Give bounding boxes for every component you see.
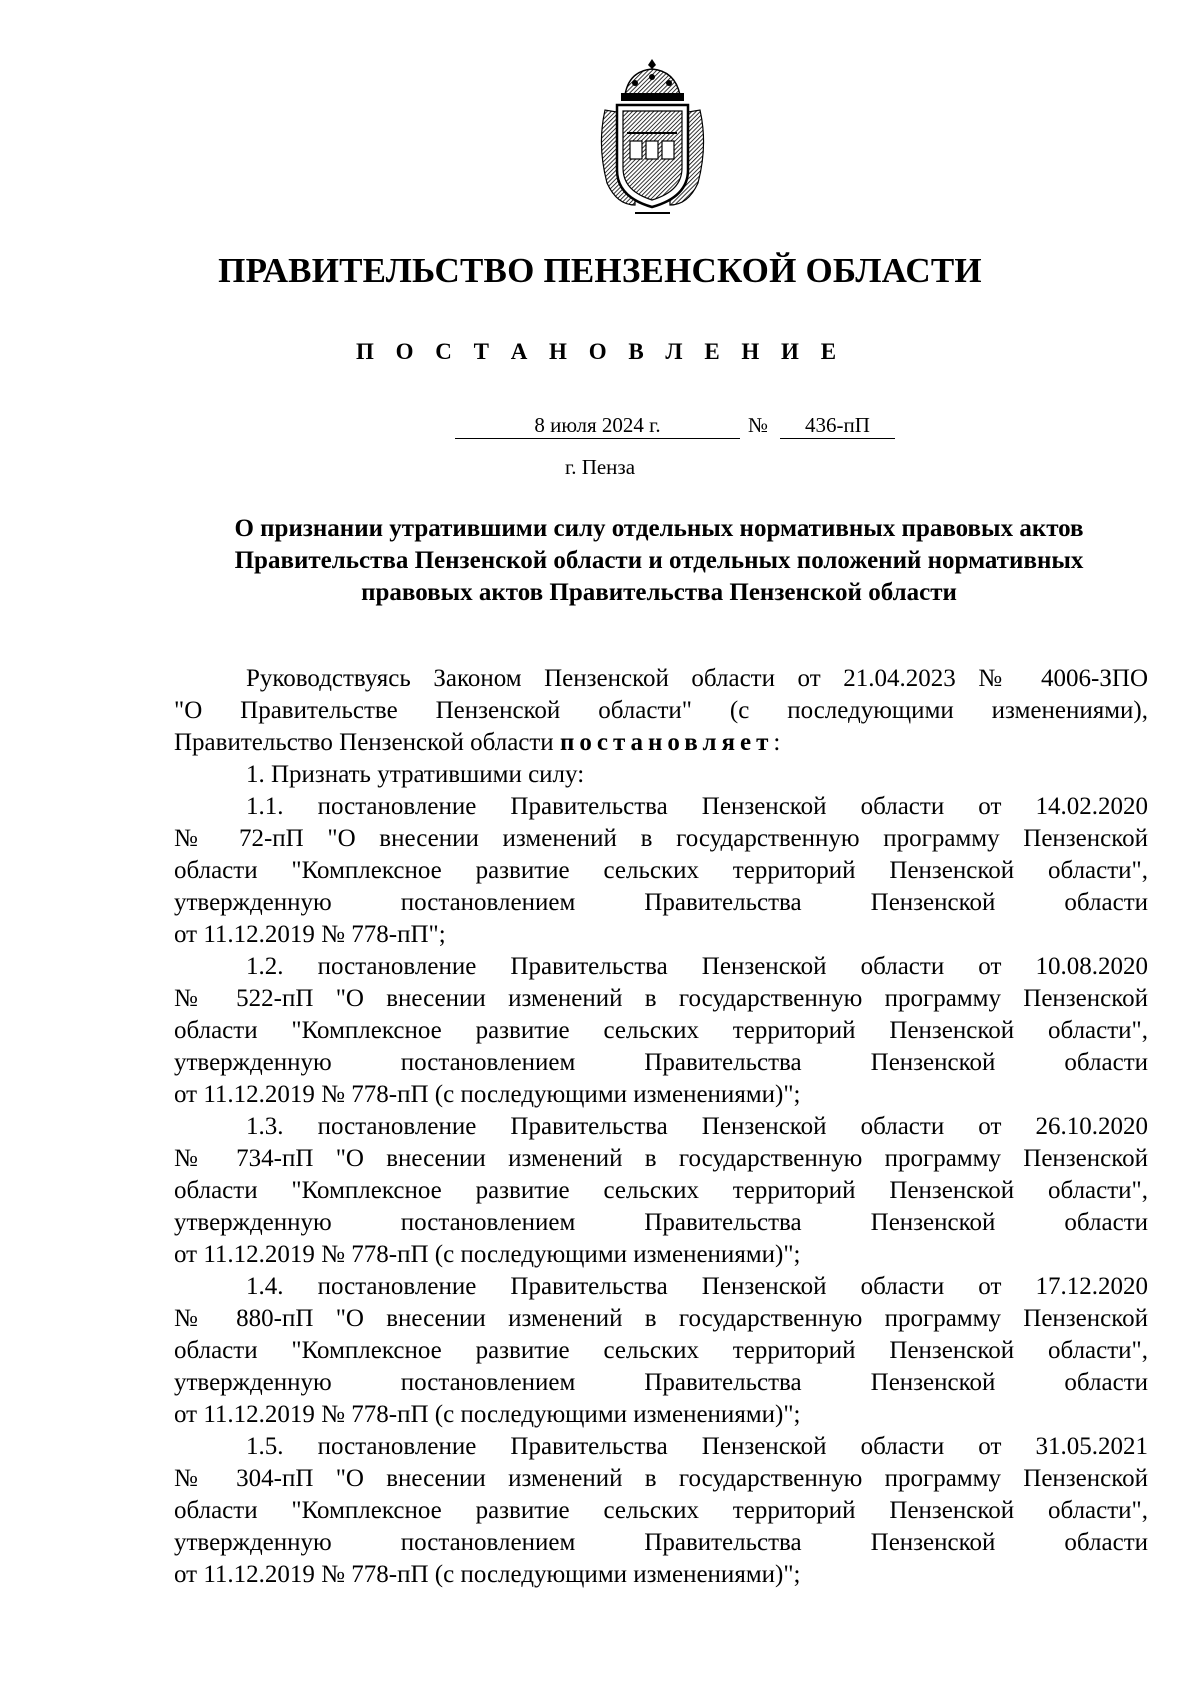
subitem-1-5 [174, 1431, 1148, 1591]
text-line: 1.4. постановление Правительства Пензенской области от 17.12.2020 [246, 1273, 1148, 1300]
text-line: от 11.12.2019 № 778-пП"; [174, 921, 446, 948]
subitem-1-2 [174, 951, 1148, 1111]
subitem-1-4 [174, 1271, 1148, 1431]
text-line: № 522-пП "О внесении изменений в государственную программу Пензенской [174, 985, 1148, 1012]
date-number-line [0, 412, 1200, 442]
decree-verb: постановляет [559, 729, 774, 756]
text-line: № 304-пП "О внесении изменений в государственную программу Пензенской [174, 1465, 1148, 1492]
text-line: № 734-пП "О внесении изменений в государственную программу Пензенской [174, 1145, 1148, 1172]
document-city: г. Пенза [564, 455, 636, 479]
coat-of-arms-emblem [595, 55, 710, 215]
text-line: 1.1. постановление Правительства Пензенской области от 14.02.2020 [246, 793, 1148, 820]
number-sign: № [747, 413, 769, 437]
text-line: области "Комплексное развитие сельских территорий Пензенской области", [174, 1017, 1148, 1044]
text-fragment: : [773, 729, 781, 756]
text-line: утвержденную постановлением Правительства Пензенской области [174, 1209, 1148, 1236]
text-line [174, 727, 1148, 759]
subject-line: О признании утратившими силу отдельных нормативных правовых актов [234, 515, 1084, 542]
subject-line: Правительства Пензенской области и отдельных положений нормативных [234, 547, 1084, 574]
text-line: 1.5. постановление Правительства Пензенской области от 31.05.2021 [246, 1433, 1148, 1460]
document-number: 436-пП [780, 412, 895, 439]
text-line: от 11.12.2019 № 778-пП (с последующими изменениями)"; [174, 1401, 801, 1428]
text-line: утвержденную постановлением Правительства Пензенской области [174, 1049, 1148, 1076]
text-line: области "Комплексное развитие сельских территорий Пензенской области", [174, 1177, 1148, 1204]
preamble-paragraph [174, 663, 1148, 759]
subject-line: правовых актов Правительства Пензенской области [361, 579, 957, 606]
text-line: утвержденную постановлением Правительства Пензенской области [174, 1529, 1148, 1556]
document-date: 8 июля 2024 г. [455, 412, 740, 439]
text-line: от 11.12.2019 № 778-пП (с последующими изменениями)"; [174, 1241, 801, 1268]
subitem-1-1 [174, 791, 1148, 951]
document-body [174, 663, 1148, 1591]
government-title: ПРАВИТЕЛЬСТВО ПЕНЗЕНСКОЙ ОБЛАСТИ [218, 251, 982, 290]
text-line: 1.3. постановление Правительства Пензенской области от 26.10.2020 [246, 1113, 1148, 1140]
text-line: области "Комплексное развитие сельских территорий Пензенской области", [174, 1497, 1148, 1524]
text-line: № 880-пП "О внесении изменений в государственную программу Пензенской [174, 1305, 1148, 1332]
text-line: утвержденную постановлением Правительства Пензенской области [174, 1369, 1148, 1396]
text-line: № 72-пП "О внесении изменений в государственную программу Пензенской [174, 825, 1148, 852]
document-subject [170, 513, 1148, 609]
text-line: 1.2. постановление Правительства Пензенской области от 10.08.2020 [246, 953, 1148, 980]
text-line: от 11.12.2019 № 778-пП (с последующими изменениями)"; [174, 1081, 801, 1108]
text-fragment: Правительство Пензенской области [174, 729, 560, 756]
subitem-1-3 [174, 1111, 1148, 1271]
document-type-heading: П О С Т А Н О В Л Е Н И Е [355, 339, 845, 364]
text-line: от 11.12.2019 № 778-пП (с последующими изменениями)"; [174, 1561, 801, 1588]
text-line: Руководствуясь Законом Пензенской области от 21.04.2023 № 4006-ЗПО [246, 665, 1148, 692]
text-line: "О Правительстве Пензенской области" (с последующими изменениями), [174, 697, 1148, 724]
text-line: области "Комплексное развитие сельских территорий Пензенской области", [174, 1337, 1148, 1364]
text-line: утвержденную постановлением Правительства Пензенской области [174, 889, 1148, 916]
text-line: области "Комплексное развитие сельских территорий Пензенской области", [174, 857, 1148, 884]
item-1: 1. Признать утратившими силу: [246, 761, 585, 788]
